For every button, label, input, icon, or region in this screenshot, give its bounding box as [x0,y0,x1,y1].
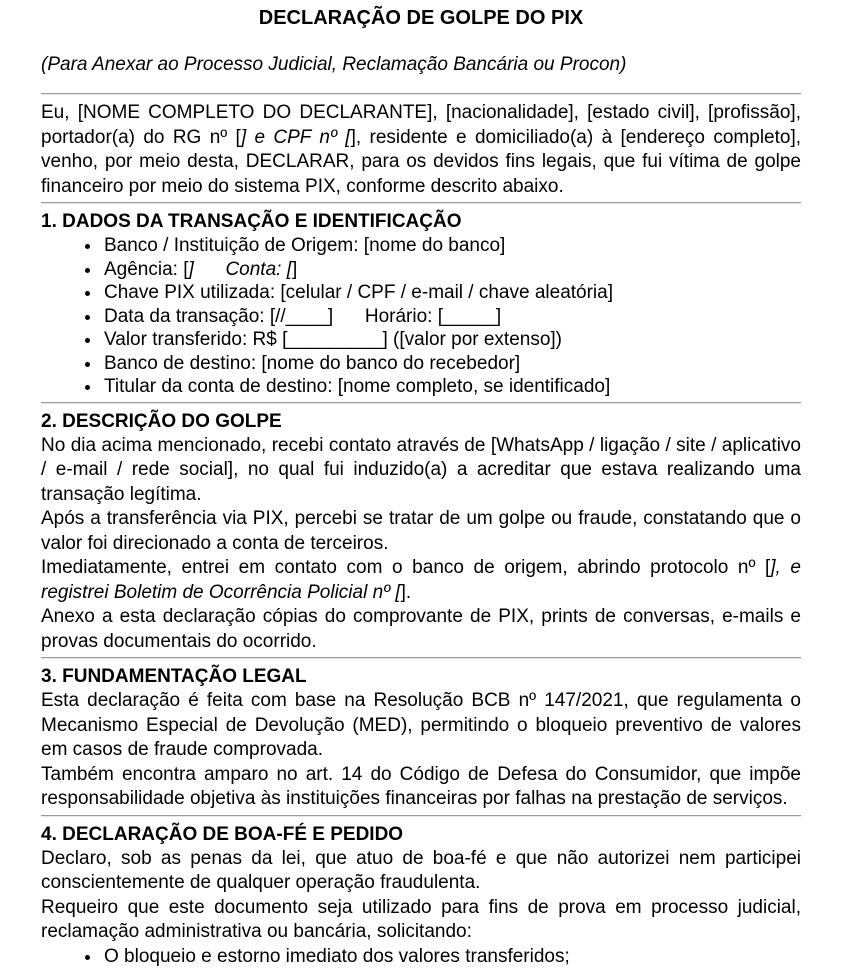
text-run: Data da transação: [//____] Horário: [_____] [104,305,502,327]
section-divider [41,202,801,204]
document-subtitle: (Para Anexar ao Processo Judicial, Reclamação Bancária ou Procon) [41,54,627,75]
italic-text-run: ] e CPF nº [ [240,126,351,148]
text-run: No dia acima mencionado, recebi contato através de [WhatsApp / ligação / site / aplicativo / e-mail / rede social], no qual fui induzido(a) a acreditar que estava realizando uma transação legítima. [41,434,801,505]
bullet-item [102,352,801,376]
section-paragraph [41,556,801,605]
italic-text-run: ], e registrei Boletim de Ocorrência Policial nº [ [41,557,801,603]
section-paragraph [41,763,801,812]
section-paragraph [41,507,801,556]
section-heading: 2. DESCRIÇÃO DO GOLPE [41,410,282,432]
text-run: ], residente e domiciliado(a) à [endereço completo], venho, por meio desta, DECLARAR, para os devidos fins legais, que fui vítima de golpe financeiro por meio do sistema PIX, conforme descrito abaixo. [41,126,802,197]
intro-paragraph [41,101,801,199]
text-run: Declaro, sob as penas da lei, que atuo de boa-fé e que não autorizei nem participei conscientemente de qualquer operação fraudulenta. [41,847,801,893]
text-run: Banco / Instituição de Origem: [nome do banco] [104,235,506,256]
section-divider [41,402,801,404]
text-run: Imediatamente, entrei em contato com o banco de origem, abrindo protocolo nº [ [41,557,771,578]
bullet-item [102,375,801,399]
text-run: Eu, [NOME COMPLETO DO DECLARANTE], [nacionalidade], [estado civil], [profissão], portador(a) do RG nº [ [41,102,801,148]
section-paragraph [41,434,801,508]
text-run: Anexo a esta declaração cópias do comprovante de PIX, prints de conversas, e-mails e provas documentais do ocorrido. [41,606,801,652]
text-run: Requeiro que este documento seja utilizado para fins de prova em processo judicial, reclamação administrativa ou bancária, solicitando: [41,896,801,942]
bullet-item [102,328,801,352]
text-run: Agência: [ [104,258,189,280]
text-run: Chave PIX utilizada: [celular / CPF / e-mail / chave aleatória] [104,282,614,303]
document-title: DECLARAÇÃO DE GOLPE DO PIX [258,7,584,29]
bullet-list [41,945,801,969]
section-heading: 1. DADOS DA TRANSAÇÃO E IDENTIFICAÇÃO [41,211,462,232]
text-run: Titular da conta de destino: [nome completo, se identificado] [104,376,611,397]
bullet-item [102,945,801,969]
text-run: Valor transferido: R$ [_________] ([valor por extenso]) [104,329,563,350]
bullet-list [41,234,801,399]
document-sections [41,202,801,968]
section-paragraph [41,896,801,945]
section-paragraph [41,847,801,896]
bullet-item [102,305,801,329]
section-divider [41,815,801,817]
section-divider [41,657,801,659]
section-heading: 4. DECLARAÇÃO DE BOA-FÉ E PEDIDO [41,823,404,845]
text-run: ] [292,258,298,280]
text-run: Após a transferência via PIX, percebi se tratar de um golpe ou fraude, constatando que o valor foi direcionado a conta de terceiros. [41,508,801,554]
section-heading: 3. FUNDAMENTAÇÃO LEGAL [41,666,307,687]
text-run: O bloqueio e estorno imediato dos valores transferidos; [104,945,570,967]
text-run: Também encontra amparo no art. 14 do Código de Defesa do Consumidor, que impõe responsabilidade objetiva às instituições financeiras por falhas na prestação de serviços. [41,763,801,809]
section-paragraph [41,605,801,654]
bullet-item [102,234,801,258]
bullet-item [102,258,801,282]
text-run: ]. [400,581,412,603]
text-run: Esta declaração é feita com base na Resolução BCB nº 147/2021, que regulamenta o Mecanismo Especial de Devolução (MED), permitindo o bloqueio preventivo de valores em casos de fraude comprovada. [41,690,801,760]
section-paragraph [41,689,801,763]
italic-text-run: ] Conta: [ [188,258,292,280]
text-run: Banco de destino: [nome do banco do recebedor] [104,352,521,374]
bullet-item [102,281,801,305]
section-divider [41,93,801,95]
